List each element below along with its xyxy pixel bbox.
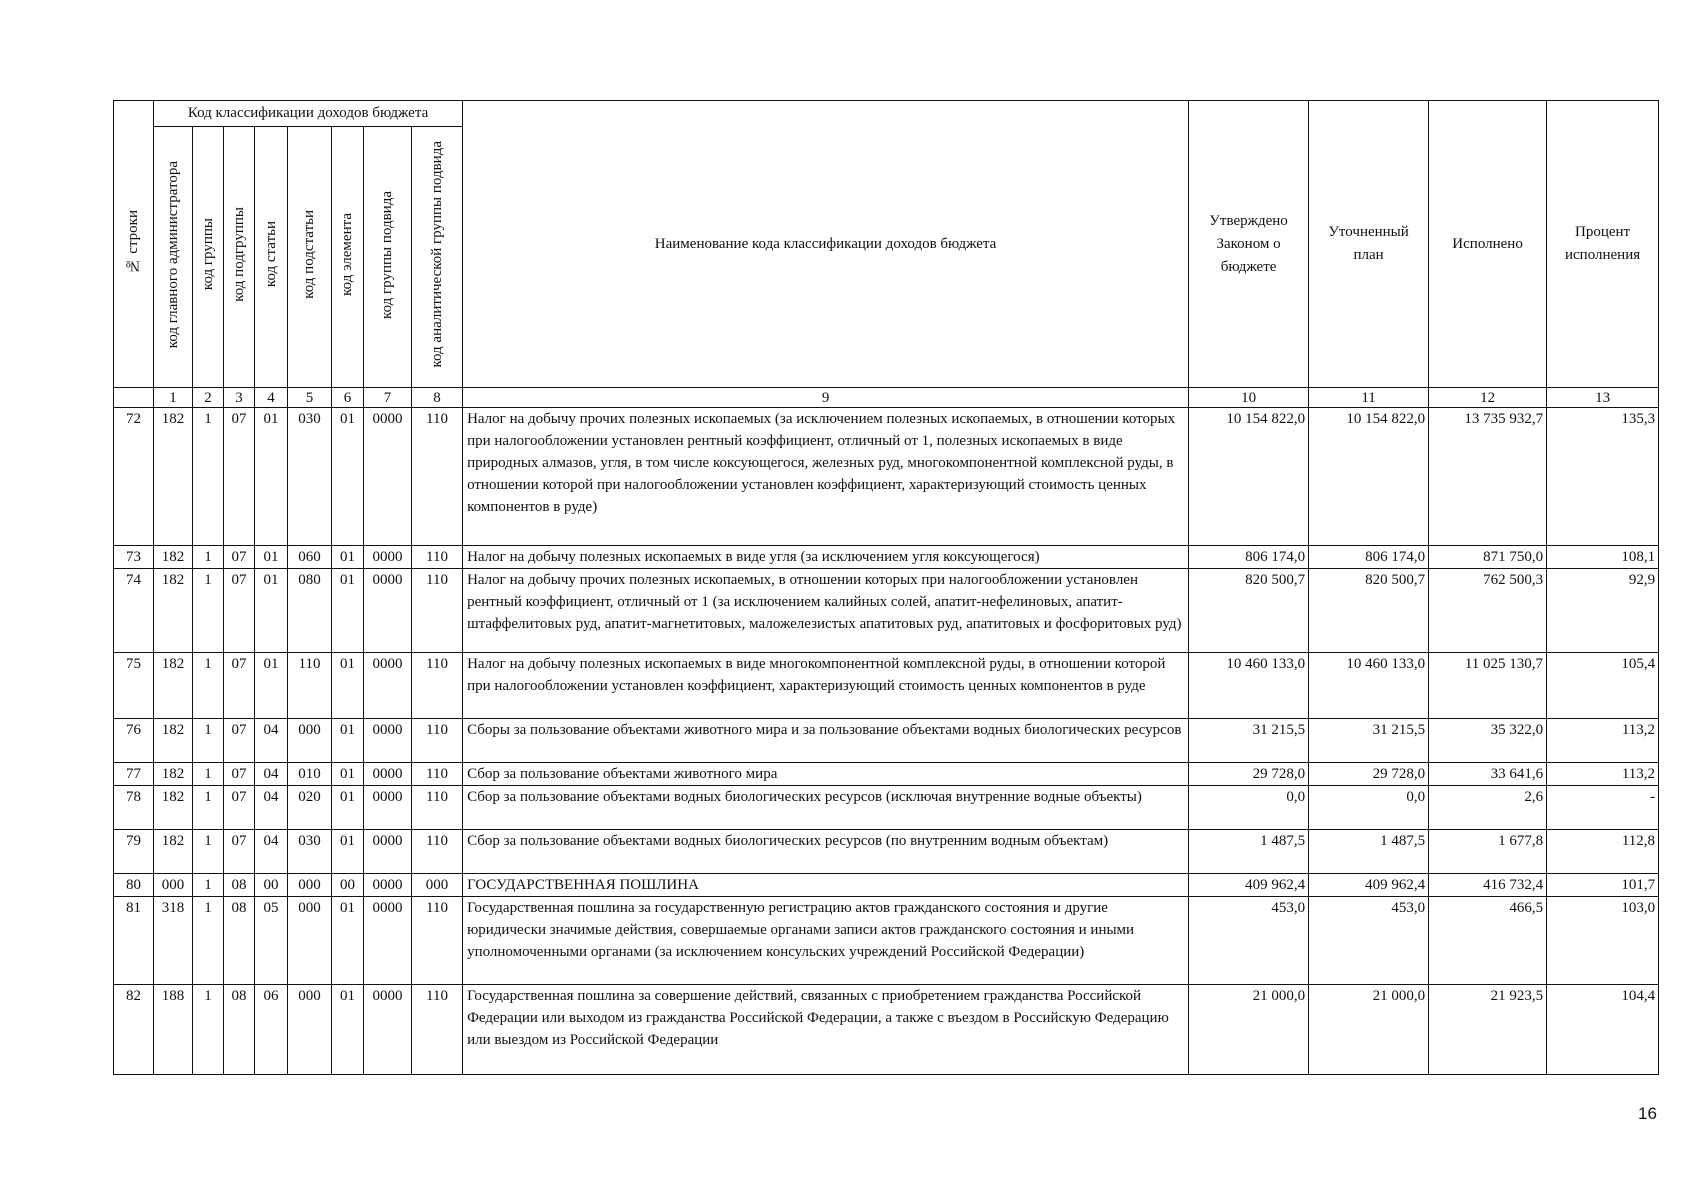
header-approved: Утверждено Законом о бюджете xyxy=(1189,101,1309,388)
code-admin: 318 xyxy=(154,897,193,985)
code-subgroup: 07 xyxy=(224,569,255,653)
revenue-name: Налог на добычу прочих полезных ископаемых (за исключением полезных ископаемых, в отношении которых при налогообложении установлен рентный коэффициент, отличный от 1, полезных ископаемых в виде природных алмазов, угля, в том числе коксующегося, железных руд, многокомпонентной комплексной руды, в отношении которой при налогообложении установлен коэффициент, характеризующий стоимость ценных компонентов в руде) xyxy=(463,408,1189,546)
column-number: 2 xyxy=(193,388,224,408)
code-element: 01 xyxy=(332,408,364,546)
execution-percent: 101,7 xyxy=(1547,874,1659,897)
table-row xyxy=(114,569,1659,653)
executed-amount: 11 025 130,7 xyxy=(1429,653,1547,719)
row-number: 81 xyxy=(114,897,154,985)
code-subarticle: 080 xyxy=(288,569,332,653)
executed-amount: 33 641,6 xyxy=(1429,763,1547,786)
code-group: 1 xyxy=(193,874,224,897)
approved-amount: 0,0 xyxy=(1189,786,1309,830)
row-number: 77 xyxy=(114,763,154,786)
header-code-group: код группы xyxy=(193,127,224,388)
code-subarticle: 110 xyxy=(288,653,332,719)
budget-revenue-table xyxy=(113,100,1659,1075)
code-element: 00 xyxy=(332,874,364,897)
header-code-analytic-group: код аналитической группы подвида xyxy=(412,127,463,388)
revenue-name: Сбор за пользование объектами водных биологических ресурсов (исключая внутренние водные объекты) xyxy=(463,786,1189,830)
code-analytic-group: 110 xyxy=(412,569,463,653)
code-group: 1 xyxy=(193,653,224,719)
column-number: 6 xyxy=(332,388,364,408)
column-number: 3 xyxy=(224,388,255,408)
code-article: 01 xyxy=(255,653,288,719)
row-number: 72 xyxy=(114,408,154,546)
plan-amount: 31 215,5 xyxy=(1309,719,1429,763)
executed-amount: 466,5 xyxy=(1429,897,1547,985)
code-subtype-group: 0000 xyxy=(364,763,412,786)
code-subarticle: 000 xyxy=(288,985,332,1075)
approved-amount: 21 000,0 xyxy=(1189,985,1309,1075)
code-element: 01 xyxy=(332,786,364,830)
column-number: 10 xyxy=(1189,388,1309,408)
code-admin: 182 xyxy=(154,719,193,763)
plan-amount: 29 728,0 xyxy=(1309,763,1429,786)
code-subarticle: 030 xyxy=(288,830,332,874)
approved-amount: 31 215,5 xyxy=(1189,719,1309,763)
code-group: 1 xyxy=(193,897,224,985)
approved-amount: 10 460 133,0 xyxy=(1189,653,1309,719)
column-number: 4 xyxy=(255,388,288,408)
column-number: 12 xyxy=(1429,388,1547,408)
code-element: 01 xyxy=(332,897,364,985)
execution-percent: 135,3 xyxy=(1547,408,1659,546)
table-row xyxy=(114,408,1659,546)
row-number: 76 xyxy=(114,719,154,763)
row-number: 74 xyxy=(114,569,154,653)
code-group: 1 xyxy=(193,786,224,830)
code-subtype-group: 0000 xyxy=(364,830,412,874)
header-code-element: код элемента xyxy=(332,127,364,388)
code-group: 1 xyxy=(193,546,224,569)
table-row xyxy=(114,897,1659,985)
header-code-subarticle: код подстатьи xyxy=(288,127,332,388)
code-subtype-group: 0000 xyxy=(364,985,412,1075)
plan-amount: 21 000,0 xyxy=(1309,985,1429,1075)
plan-amount: 409 962,4 xyxy=(1309,874,1429,897)
code-analytic-group: 110 xyxy=(412,897,463,985)
table-row xyxy=(114,786,1659,830)
code-article: 01 xyxy=(255,546,288,569)
table-row xyxy=(114,719,1659,763)
column-number: 5 xyxy=(288,388,332,408)
table-row xyxy=(114,763,1659,786)
code-subtype-group: 0000 xyxy=(364,786,412,830)
column-number: 8 xyxy=(412,388,463,408)
code-article: 05 xyxy=(255,897,288,985)
plan-amount: 10 460 133,0 xyxy=(1309,653,1429,719)
code-subgroup: 07 xyxy=(224,786,255,830)
table-row xyxy=(114,653,1659,719)
code-subtype-group: 0000 xyxy=(364,653,412,719)
code-subgroup: 08 xyxy=(224,897,255,985)
code-subarticle: 060 xyxy=(288,546,332,569)
approved-amount: 10 154 822,0 xyxy=(1189,408,1309,546)
code-subtype-group: 0000 xyxy=(364,874,412,897)
executed-amount: 35 322,0 xyxy=(1429,719,1547,763)
header-code-subgroup: код подгруппы xyxy=(224,127,255,388)
approved-amount: 820 500,7 xyxy=(1189,569,1309,653)
code-group: 1 xyxy=(193,719,224,763)
code-analytic-group: 110 xyxy=(412,719,463,763)
code-subarticle: 030 xyxy=(288,408,332,546)
header-code-admin: код главного администратора xyxy=(154,127,193,388)
code-subtype-group: 0000 xyxy=(364,546,412,569)
approved-amount: 409 962,4 xyxy=(1189,874,1309,897)
code-analytic-group: 110 xyxy=(412,830,463,874)
header-name: Наименование кода классификации доходов бюджета xyxy=(463,101,1189,388)
approved-amount: 453,0 xyxy=(1189,897,1309,985)
revenue-name: Сбор за пользование объектами водных биологических ресурсов (по внутренним водным объектам) xyxy=(463,830,1189,874)
header-plan: Уточненный план xyxy=(1309,101,1429,388)
approved-amount: 806 174,0 xyxy=(1189,546,1309,569)
code-element: 01 xyxy=(332,830,364,874)
execution-percent: 108,1 xyxy=(1547,546,1659,569)
execution-percent: 104,4 xyxy=(1547,985,1659,1075)
executed-amount: 1 677,8 xyxy=(1429,830,1547,874)
code-subgroup: 08 xyxy=(224,874,255,897)
code-article: 01 xyxy=(255,569,288,653)
column-number: 9 xyxy=(463,388,1189,408)
column-number: 1 xyxy=(154,388,193,408)
header-code-subtype-group: код группы подвида xyxy=(364,127,412,388)
code-element: 01 xyxy=(332,546,364,569)
header-code-group-title: Код классификации доходов бюджета xyxy=(154,101,463,127)
code-admin: 182 xyxy=(154,546,193,569)
executed-amount: 762 500,3 xyxy=(1429,569,1547,653)
execution-percent: 92,9 xyxy=(1547,569,1659,653)
code-article: 01 xyxy=(255,408,288,546)
table-row xyxy=(114,874,1659,897)
table-row xyxy=(114,546,1659,569)
execution-percent: 103,0 xyxy=(1547,897,1659,985)
code-element: 01 xyxy=(332,569,364,653)
column-number: 7 xyxy=(364,388,412,408)
code-admin: 188 xyxy=(154,985,193,1075)
plan-amount: 0,0 xyxy=(1309,786,1429,830)
code-subgroup: 07 xyxy=(224,719,255,763)
execution-percent: 113,2 xyxy=(1547,763,1659,786)
code-admin: 182 xyxy=(154,408,193,546)
revenue-name: Сборы за пользование объектами животного мира и за пользование объектами водных биологических ресурсов xyxy=(463,719,1189,763)
code-element: 01 xyxy=(332,653,364,719)
code-admin: 182 xyxy=(154,653,193,719)
code-group: 1 xyxy=(193,830,224,874)
execution-percent: - xyxy=(1547,786,1659,830)
code-subgroup: 07 xyxy=(224,546,255,569)
row-number: 73 xyxy=(114,546,154,569)
plan-amount: 453,0 xyxy=(1309,897,1429,985)
approved-amount: 1 487,5 xyxy=(1189,830,1309,874)
code-admin: 000 xyxy=(154,874,193,897)
code-group: 1 xyxy=(193,408,224,546)
code-subtype-group: 0000 xyxy=(364,408,412,546)
header-code-article: код статьи xyxy=(255,127,288,388)
execution-percent: 112,8 xyxy=(1547,830,1659,874)
code-article: 04 xyxy=(255,719,288,763)
code-subtype-group: 0000 xyxy=(364,897,412,985)
column-number: 11 xyxy=(1309,388,1429,408)
header-executed: Исполнено xyxy=(1429,101,1547,388)
row-number: 80 xyxy=(114,874,154,897)
code-analytic-group: 110 xyxy=(412,408,463,546)
plan-amount: 806 174,0 xyxy=(1309,546,1429,569)
executed-amount: 871 750,0 xyxy=(1429,546,1547,569)
code-subtype-group: 0000 xyxy=(364,569,412,653)
code-admin: 182 xyxy=(154,569,193,653)
code-article: 04 xyxy=(255,830,288,874)
executed-amount: 13 735 932,7 xyxy=(1429,408,1547,546)
executed-amount: 21 923,5 xyxy=(1429,985,1547,1075)
row-number: 82 xyxy=(114,985,154,1075)
code-subarticle: 000 xyxy=(288,897,332,985)
approved-amount: 29 728,0 xyxy=(1189,763,1309,786)
row-number: 79 xyxy=(114,830,154,874)
executed-amount: 416 732,4 xyxy=(1429,874,1547,897)
code-article: 06 xyxy=(255,985,288,1075)
row-number: 75 xyxy=(114,653,154,719)
code-element: 01 xyxy=(332,719,364,763)
code-analytic-group: 000 xyxy=(412,874,463,897)
code-subarticle: 000 xyxy=(288,874,332,897)
code-subarticle: 000 xyxy=(288,719,332,763)
code-article: 04 xyxy=(255,763,288,786)
plan-amount: 820 500,7 xyxy=(1309,569,1429,653)
code-analytic-group: 110 xyxy=(412,786,463,830)
revenue-name: ГОСУДАРСТВЕННАЯ ПОШЛИНА xyxy=(463,874,1189,897)
page-number: 16 xyxy=(1638,1104,1657,1123)
code-subgroup: 08 xyxy=(224,985,255,1075)
execution-percent: 105,4 xyxy=(1547,653,1659,719)
code-subgroup: 07 xyxy=(224,763,255,786)
code-subgroup: 07 xyxy=(224,653,255,719)
code-group: 1 xyxy=(193,985,224,1075)
executed-amount: 2,6 xyxy=(1429,786,1547,830)
code-analytic-group: 110 xyxy=(412,985,463,1075)
row-number: 78 xyxy=(114,786,154,830)
code-subarticle: 020 xyxy=(288,786,332,830)
code-analytic-group: 110 xyxy=(412,546,463,569)
code-subtype-group: 0000 xyxy=(364,719,412,763)
table-row xyxy=(114,985,1659,1075)
code-subgroup: 07 xyxy=(224,830,255,874)
code-group: 1 xyxy=(193,569,224,653)
revenue-name: Налог на добычу полезных ископаемых в виде многокомпонентной комплексной руды, в отношении которой при налогообложении установлен коэффициент, характеризующий стоимость ценных компонентов в руде xyxy=(463,653,1189,719)
plan-amount: 10 154 822,0 xyxy=(1309,408,1429,546)
plan-amount: 1 487,5 xyxy=(1309,830,1429,874)
code-subarticle: 010 xyxy=(288,763,332,786)
code-analytic-group: 110 xyxy=(412,653,463,719)
column-number xyxy=(114,388,154,408)
column-number-row xyxy=(114,388,1659,408)
code-element: 01 xyxy=(332,763,364,786)
revenue-name: Государственная пошлина за совершение действий, связанных с приобретением гражданства Российской Федерации или выходом из гражданства Российской Федерации, а также с въездом в Российскую Федерацию или выездом из Российской Федерации xyxy=(463,985,1189,1075)
revenue-name: Налог на добычу прочих полезных ископаемых, в отношении которых при налогообложении установлен рентный коэффициент, отличный от 1 (за исключением калийных солей, апатит-нефелиновых, апатит-штаффелитовых руд, апатит-магнетитовых, маложелезистых апатитовых руд, апатитовых и фосфоритовых руд) xyxy=(463,569,1189,653)
execution-percent: 113,2 xyxy=(1547,719,1659,763)
header-percent: Процент исполнения xyxy=(1547,101,1659,388)
header-row-number: № строки xyxy=(114,101,154,388)
code-group: 1 xyxy=(193,763,224,786)
code-subgroup: 07 xyxy=(224,408,255,546)
code-element: 01 xyxy=(332,985,364,1075)
code-admin: 182 xyxy=(154,830,193,874)
revenue-name: Государственная пошлина за государственную регистрацию актов гражданского состояния и другие юридически значимые действия, совершаемые органами записи актов гражданского состояния и иными уполномоченными органами (за исключением консульских учреждений Российской Федерации) xyxy=(463,897,1189,985)
table-row xyxy=(114,830,1659,874)
code-article: 04 xyxy=(255,786,288,830)
column-number: 13 xyxy=(1547,388,1659,408)
revenue-name: Сбор за пользование объектами животного мира xyxy=(463,763,1189,786)
code-article: 00 xyxy=(255,874,288,897)
code-admin: 182 xyxy=(154,763,193,786)
code-analytic-group: 110 xyxy=(412,763,463,786)
code-admin: 182 xyxy=(154,786,193,830)
revenue-name: Налог на добычу полезных ископаемых в виде угля (за исключением угля коксующегося) xyxy=(463,546,1189,569)
